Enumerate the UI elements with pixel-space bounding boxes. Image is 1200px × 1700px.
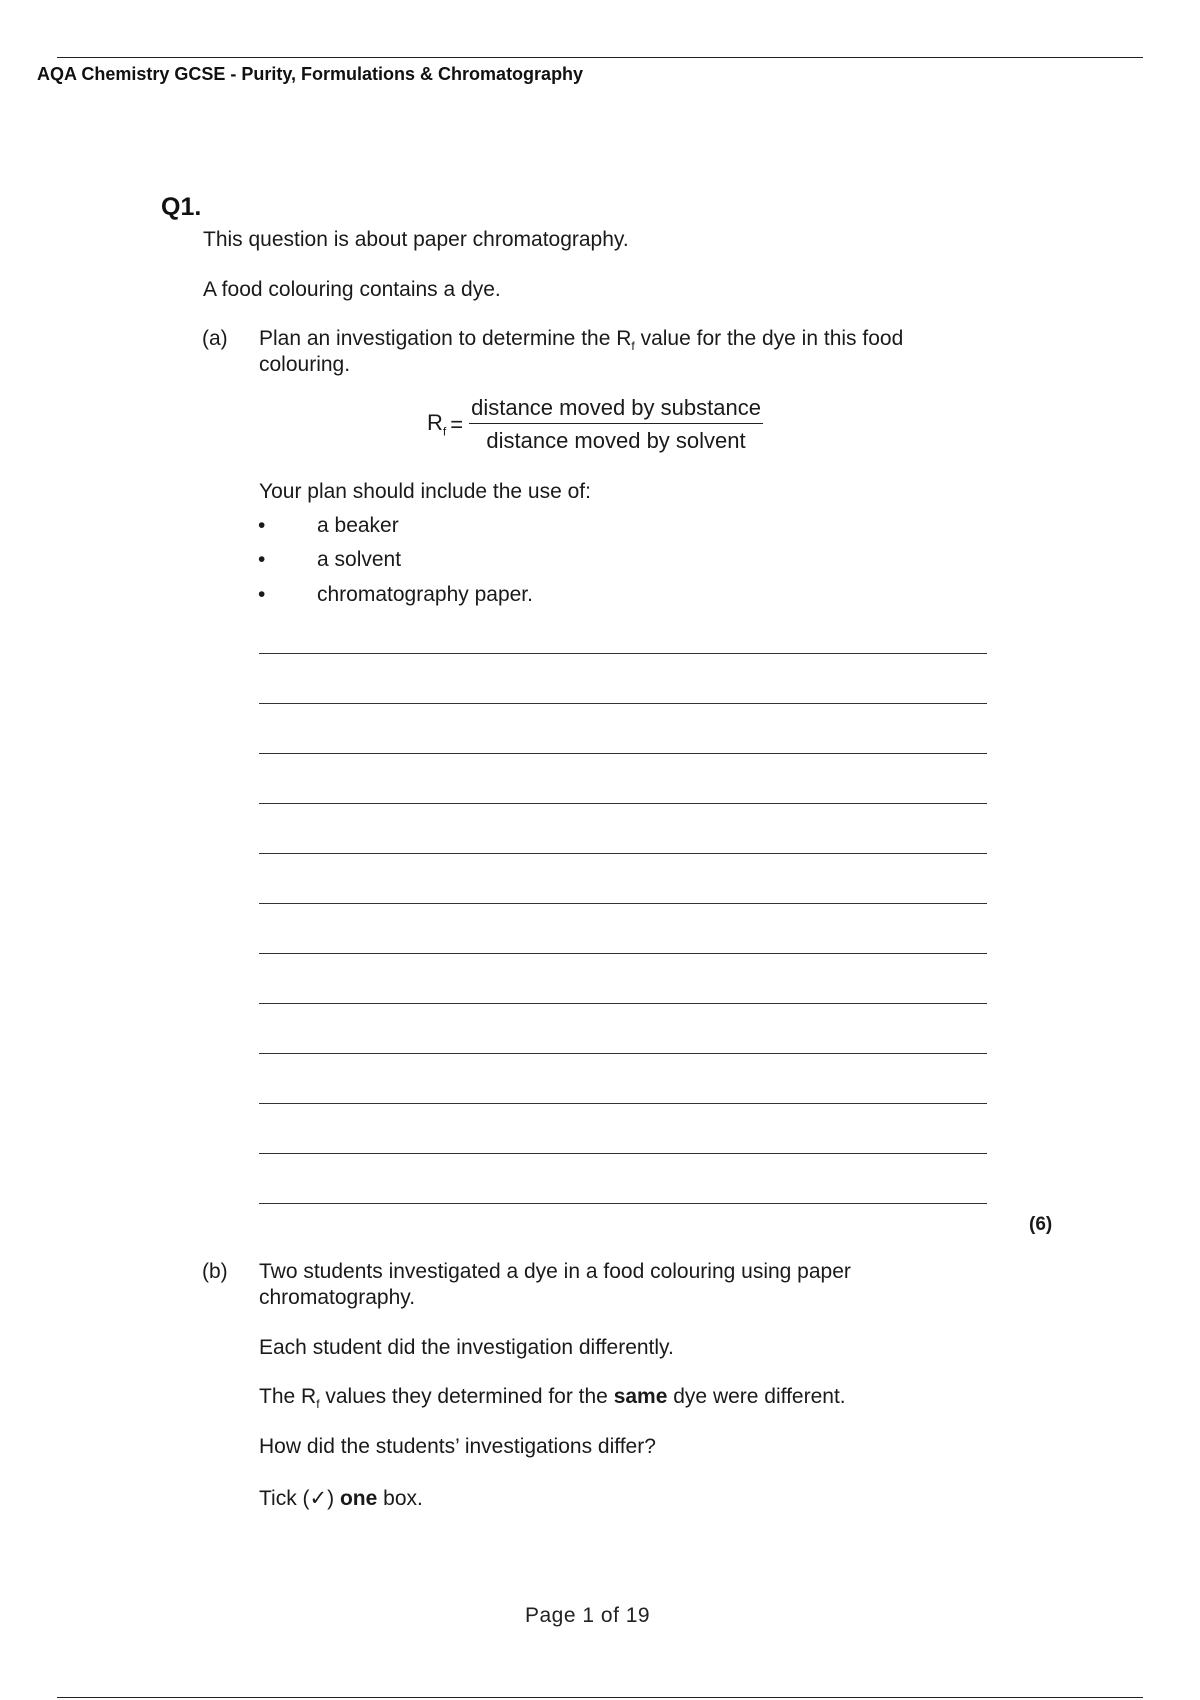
answer-line[interactable] <box>259 653 987 654</box>
answer-line[interactable] <box>259 753 987 754</box>
marks-allocation: (6) <box>1029 1214 1053 1235</box>
part-b-line2: chromatography. <box>259 1286 416 1309</box>
formula-equals: = <box>450 411 464 437</box>
answer-line[interactable] <box>259 1053 987 1054</box>
part-b-line1: Two students investigated a dye in a food colouring using paper <box>259 1260 851 1283</box>
part-a-label: (a) <box>202 327 228 350</box>
part-b-label: (b) <box>202 1260 228 1283</box>
bullet-text: chromatography paper. <box>317 583 533 606</box>
part-b-instruction: Tick (✓) one box. <box>259 1487 423 1510</box>
bottom-rule <box>57 1697 1143 1698</box>
question-context: A food colouring contains a dye. <box>203 278 501 301</box>
answer-line[interactable] <box>259 853 987 854</box>
answer-line[interactable] <box>259 1003 987 1004</box>
answer-line[interactable] <box>259 903 987 904</box>
bullet-text: a beaker <box>317 514 399 537</box>
answer-line[interactable] <box>259 1103 987 1104</box>
part-b-p3: How did the students’ investigations differ? <box>259 1435 656 1458</box>
part-a-text-line1: Plan an investigation to determine the $R_f$ value for the dye in this food <box>259 327 904 354</box>
bullet-text: a solvent <box>317 548 402 571</box>
answer-line[interactable] <box>259 803 987 804</box>
formula-lhs: $R_f$ <box>427 410 447 439</box>
bullet-icon: • <box>258 548 266 571</box>
plan-intro: Your plan should include the use of: <box>259 480 591 503</box>
formula-denominator: distance moved by solvent <box>486 428 746 453</box>
bullet-icon: • <box>258 583 266 606</box>
question-number: Q1. <box>161 193 202 221</box>
rf-formula <box>427 395 763 454</box>
top-rule <box>57 57 1143 58</box>
formula-fraction <box>469 395 763 454</box>
page-number: Page 1 of 19 <box>525 1604 651 1627</box>
answer-line[interactable] <box>259 703 987 704</box>
question-intro: This question is about paper chromatography. <box>203 228 629 251</box>
answer-line[interactable] <box>259 1153 987 1154</box>
bullet-icon: • <box>258 514 266 537</box>
document-header-title: AQA Chemistry GCSE - Purity, Formulations & Chromatography <box>37 64 584 84</box>
part-a-text-line2: colouring. <box>259 353 351 376</box>
part-b-p2: The $R_f$ values they determined for the same dye were different. <box>259 1385 846 1412</box>
answer-line[interactable] <box>259 1203 987 1204</box>
formula-numerator: distance moved by substance <box>469 395 763 424</box>
answer-line[interactable] <box>259 953 987 954</box>
part-b-p1: Each student did the investigation differently. <box>259 1336 674 1359</box>
